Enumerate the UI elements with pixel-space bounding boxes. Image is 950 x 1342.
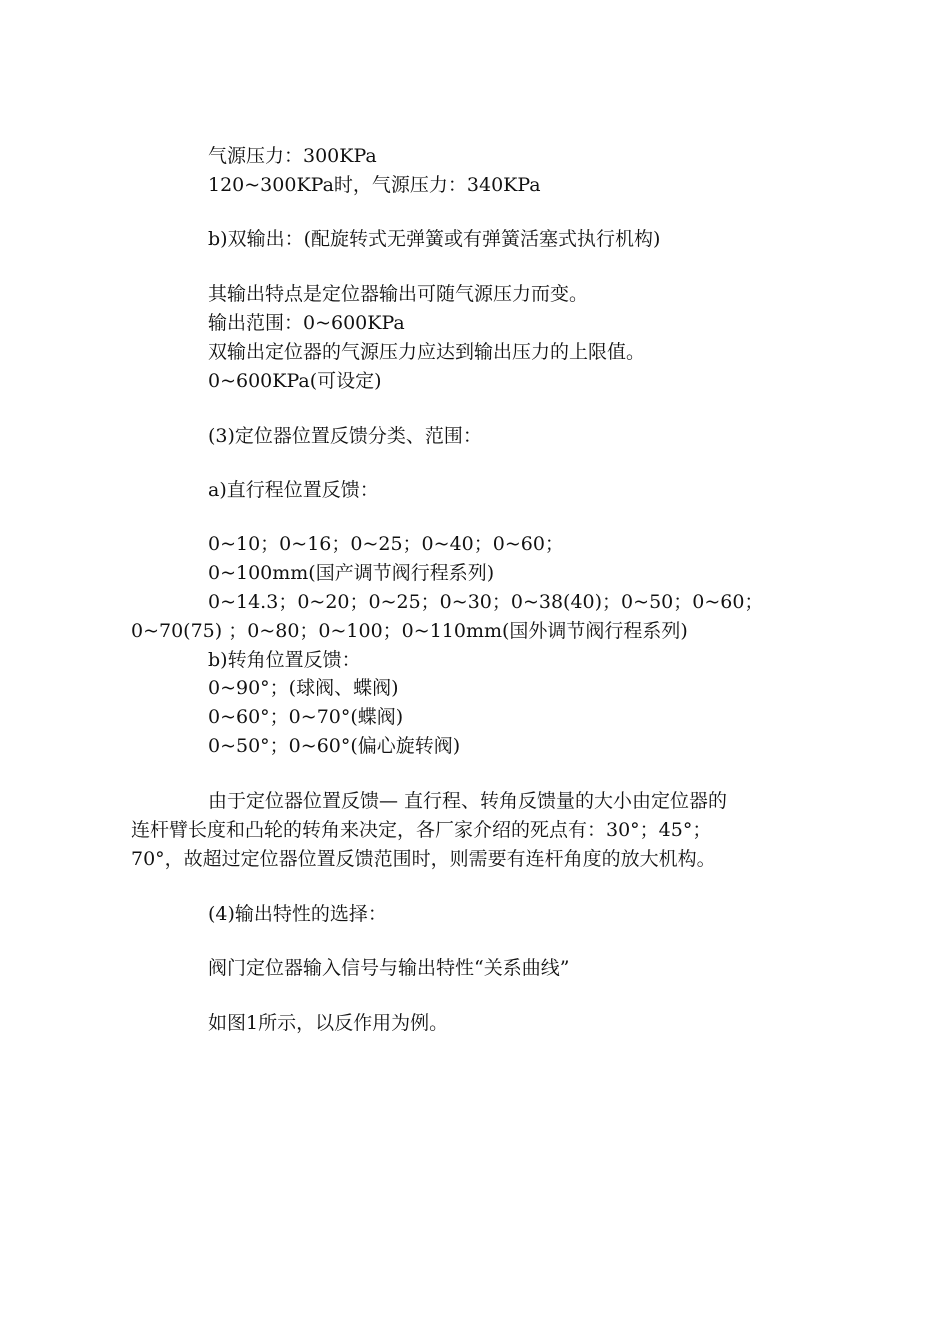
text-line-linear-ranges-4: 0~70(75) ；0~80；0~100；0~110mm(国外调节阀行程系列) bbox=[131, 620, 688, 642]
text-line-upper-limit: 双输出定位器的气源压力应达到输出压力的上限值。 bbox=[208, 341, 646, 363]
section-heading-feedback: (3)定位器位置反馈分类、范围： bbox=[208, 425, 482, 447]
text-line-air-supply-300: 气源压力：300KPa bbox=[208, 145, 377, 167]
text-line-double-output: b)双输出：(配旋转式无弹簧或有弹簧活塞式执行机构) bbox=[208, 228, 661, 250]
paragraph-line-3: 70°，故超过定位器位置反馈范围时，则需要有连杆角度的放大机构。 bbox=[131, 848, 716, 870]
text-line-linear-ranges-1: 0~10；0~16；0~25；0~40；0~60； bbox=[208, 533, 564, 555]
text-line-configurable: 0~600KPa(可设定) bbox=[208, 370, 382, 392]
text-line-angle-90: 0~90°；(球阀、蝶阀) bbox=[208, 677, 399, 699]
text-line-air-supply-340: 120~300KPa时，气源压力：340KPa bbox=[208, 174, 541, 196]
text-line-angle-50-60: 0~50°；0~60°(偏心旋转阀) bbox=[208, 735, 461, 757]
text-line-linear-ranges-3: 0~14.3；0~20；0~25；0~30；0~38(40)；0~50；0~60； bbox=[208, 591, 764, 613]
text-line-angle-60-70: 0~60°；0~70°(蝶阀) bbox=[208, 706, 404, 728]
text-line-angle-feedback: b)转角位置反馈： bbox=[208, 649, 361, 671]
text-line-output-range: 输出范围：0~600KPa bbox=[208, 312, 405, 334]
text-line-linear-ranges-2: 0~100mm(国产调节阀行程系列) bbox=[208, 562, 495, 584]
text-line-figure-ref: 如图1所示，以反作用为例。 bbox=[208, 1012, 449, 1034]
text-line-relation-curve: 阀门定位器输入信号与输出特性“关系曲线” bbox=[208, 957, 570, 979]
section-heading-output: (4)输出特性的选择： bbox=[208, 903, 387, 925]
paragraph-line-2: 连杆臂长度和凸轮的转角来决定，各厂家介绍的死点有：30°；45°； bbox=[131, 819, 712, 841]
paragraph-line-1: 由于定位器位置反馈— 直行程、转角反馈量的大小由定位器的 bbox=[208, 790, 728, 812]
text-line-output-feature: 其输出特点是定位器输出可随气源压力而变。 bbox=[208, 283, 589, 305]
text-line-linear-feedback: a)直行程位置反馈： bbox=[208, 479, 379, 501]
